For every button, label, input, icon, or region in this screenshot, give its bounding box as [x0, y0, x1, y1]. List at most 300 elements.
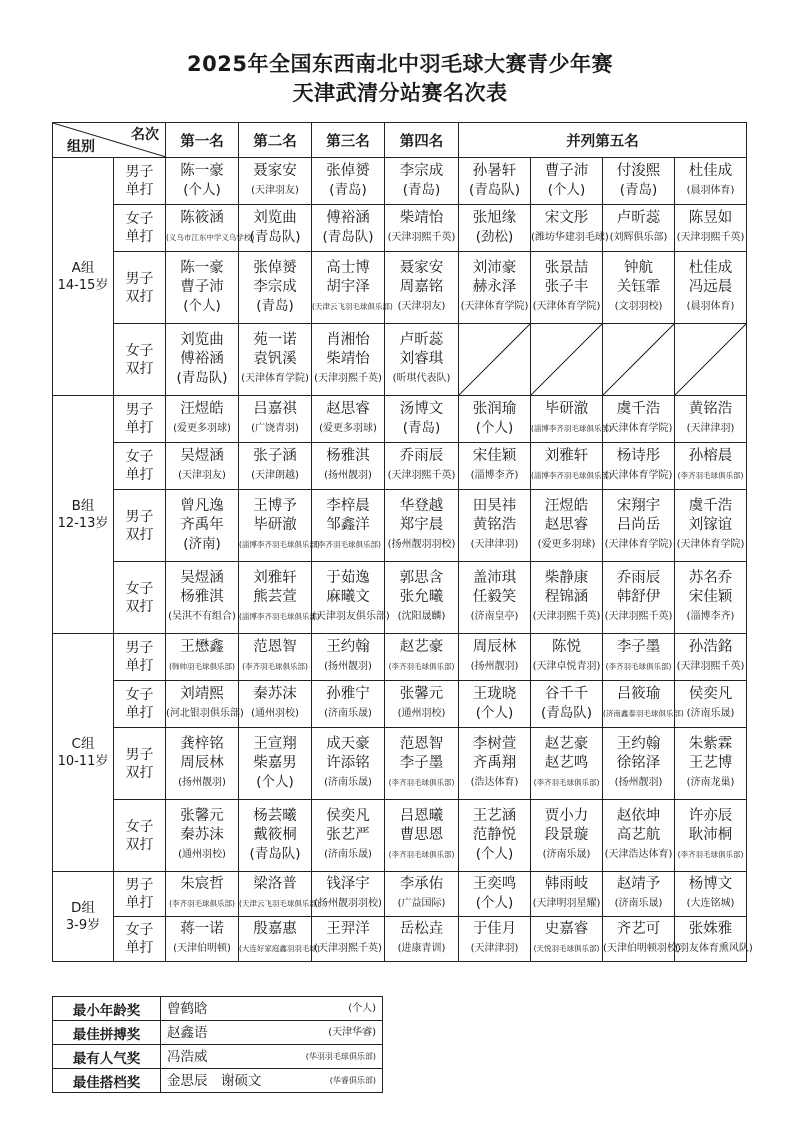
- club-name: (天津体育学院): [604, 539, 673, 550]
- event-row: [53, 490, 747, 562]
- club-name: (通州羽校): [251, 708, 299, 719]
- club-name: (天津津羽): [470, 539, 519, 550]
- player-name: 李承佑: [399, 876, 444, 892]
- player-name: 苑一诺: [253, 332, 297, 348]
- club-name: (济南乐晟): [324, 708, 372, 719]
- player-name: 杨诗彤: [616, 448, 661, 464]
- player-name: 范恩智: [253, 639, 297, 655]
- group-cell: [53, 872, 114, 962]
- event-label-cat1: 女子: [125, 818, 154, 835]
- player-name: 肖湘怡: [326, 332, 370, 348]
- event-label-cat2: 单打: [125, 467, 154, 483]
- result-cell: [385, 800, 459, 872]
- result-cell: [166, 681, 244, 728]
- player-name: 陈昱如: [688, 210, 733, 226]
- player-name: 曹思恩: [399, 827, 444, 843]
- player-name: 乔雨辰: [616, 570, 661, 586]
- player-name: 范静悦: [472, 827, 517, 843]
- group-cell: [53, 396, 114, 634]
- result-cell: [531, 252, 603, 324]
- club-name: (晨羽体育): [686, 301, 735, 312]
- result-cell: [603, 158, 675, 205]
- result-cell: [531, 634, 603, 681]
- result-cell: [166, 917, 239, 962]
- player-name: 史嘉睿: [544, 921, 589, 937]
- club-name: (天津体育学院): [532, 301, 601, 312]
- club-name: (天津津羽): [686, 423, 735, 434]
- player-name: 谷千千: [544, 686, 589, 702]
- award-name: 最佳拼搏奖: [53, 1021, 161, 1045]
- club-name: (青岛): [402, 182, 441, 198]
- player-name: 赵艺豪: [399, 639, 444, 655]
- event-row: [53, 728, 747, 800]
- player-name: 程锦涵: [544, 589, 589, 605]
- result-cell: [166, 490, 239, 562]
- result-cell: [675, 872, 747, 917]
- result-cell: [531, 728, 603, 800]
- player-name: 杜佳成: [688, 163, 733, 179]
- player-name: 周嘉铭: [399, 279, 444, 295]
- result-cell: [459, 205, 531, 252]
- rank-header-label: 名次: [131, 127, 159, 143]
- result-cell: [675, 728, 747, 800]
- empty-cell-diagonal: [603, 324, 674, 395]
- player-name: 杨雅淇: [326, 448, 370, 464]
- club-name: (淄博李齐): [686, 611, 735, 622]
- event-label-cat1: 男子: [125, 270, 154, 287]
- club-name: (天津朗越): [251, 470, 299, 481]
- result-cell: [166, 872, 239, 917]
- result-cell: [459, 917, 531, 962]
- player-name: 王羿洋: [326, 921, 370, 937]
- player-name: 耿沛桐: [688, 827, 733, 843]
- player-name: 张旭缘: [472, 210, 517, 226]
- player-name: 柴靖怡: [326, 351, 370, 367]
- player-name: 张姝雅: [688, 921, 733, 937]
- player-name: 邹鑫洋: [326, 517, 370, 533]
- club-name: (潍坊华建羽毛球): [531, 232, 609, 243]
- player-name: 毕研澈: [253, 517, 297, 533]
- player-name: 毕研澈: [544, 401, 589, 417]
- group-label: D组: [71, 899, 95, 916]
- club-name: (天津云飞羽毛球俱乐部): [239, 899, 320, 908]
- event-label-cat1: 男子: [125, 164, 154, 180]
- result-cell: [459, 396, 531, 443]
- club-name: (浩达体育): [470, 777, 519, 788]
- player-name: 王约翰: [616, 736, 661, 752]
- result-cell: [531, 490, 603, 562]
- award-name: 最佳搭档奖: [53, 1069, 161, 1093]
- event-label-cat2: 双打: [125, 836, 154, 853]
- club-name: (个人): [183, 298, 221, 314]
- award-club: (华睿俱乐部): [329, 1076, 376, 1085]
- player-name: 刘镓谊: [688, 517, 733, 533]
- player-name: 赵思睿: [544, 517, 589, 533]
- club-name: (天津体育学院): [676, 539, 745, 550]
- result-cell: [312, 158, 385, 205]
- player-name: 卢昕蕊: [399, 332, 444, 348]
- group-label: C组: [71, 735, 95, 752]
- player-name: 戴筱桐: [253, 827, 297, 843]
- group-cell: [53, 634, 114, 872]
- player-name: 赵思睿: [326, 401, 370, 417]
- result-cell: [166, 443, 239, 490]
- player-name: 傅裕涵: [326, 210, 370, 226]
- player-name: 曹子沛: [180, 279, 224, 295]
- result-cell: [312, 917, 385, 962]
- corner-header: [53, 123, 166, 158]
- result-cell: [312, 681, 385, 728]
- player-name: 侯奕凡: [688, 686, 733, 702]
- player-name: 卢昕蕊: [616, 210, 661, 226]
- event-label: [114, 917, 166, 962]
- event-row: [53, 396, 747, 443]
- empty-cell: [531, 324, 603, 396]
- player-name: 任毅笑: [472, 589, 517, 605]
- award-winner: 曾鹤晗: [167, 1001, 208, 1017]
- result-cell: [459, 872, 531, 917]
- player-name: 吕尚岳: [616, 517, 661, 533]
- club-name: (爱更多羽球): [173, 423, 231, 434]
- club-name: (天津体育学院): [604, 423, 673, 434]
- result-cell: [239, 158, 312, 205]
- player-name: 王珑晓: [472, 686, 517, 702]
- club-name: (个人): [183, 182, 221, 198]
- group-age: 14-15岁: [57, 277, 109, 293]
- player-name: 王宣翔: [253, 736, 297, 752]
- player-name: 刘雅轩: [253, 570, 297, 586]
- event-row: [53, 634, 747, 681]
- player-name: 蒋一诺: [180, 921, 224, 937]
- event-label-cat2: 单打: [125, 895, 154, 911]
- player-name: 张艺严: [326, 827, 370, 843]
- player-name: 吴煜涵: [180, 448, 224, 464]
- header-fifth: 并列第五名: [459, 123, 747, 158]
- club-name: (天津羽熙千英): [314, 943, 382, 954]
- result-cell: [531, 396, 612, 443]
- awards-table: [52, 996, 383, 1093]
- award-name: 最小年龄奖: [53, 997, 161, 1021]
- club-name: (天津羽熙千英): [532, 611, 601, 622]
- result-cell: [603, 800, 675, 872]
- player-name: 吕嘉祺: [253, 401, 297, 417]
- club-name: (扬州靓羽羽校): [387, 539, 456, 550]
- event-label: [114, 396, 166, 443]
- result-cell: [603, 681, 684, 728]
- player-name: 吕恩曦: [399, 808, 444, 824]
- club-name: (个人): [475, 420, 514, 436]
- club-name: (天津羽熙千英): [314, 373, 382, 384]
- result-cell: [312, 872, 385, 917]
- player-name: 赫永泽: [472, 279, 517, 295]
- club-name: (青岛): [329, 182, 367, 198]
- club-name: (青岛队): [249, 229, 301, 245]
- player-name: 孙浩銘: [688, 639, 733, 655]
- header-first: 第一名: [166, 123, 239, 158]
- club-name: (李齐羽毛球俱乐部): [533, 778, 600, 787]
- empty-cell-diagonal: [531, 324, 602, 395]
- club-name: (昕琪代表队): [392, 373, 451, 384]
- result-cell: [239, 490, 320, 562]
- result-cell: [459, 158, 531, 205]
- result-cell: [459, 252, 531, 324]
- player-name: 岳松垚: [399, 921, 444, 937]
- player-name: 刘沛豪: [472, 260, 517, 276]
- club-name: (沈阳晟麟): [397, 611, 446, 622]
- title-line-1: 2025年全国东西南北中羽毛球大赛青少年赛: [187, 52, 613, 76]
- player-name: 陈悦: [552, 639, 581, 655]
- player-name: 张倬赟: [326, 163, 370, 179]
- club-name: (通州羽校): [178, 849, 226, 860]
- result-cell: [531, 681, 603, 728]
- player-name: 杜佳成: [688, 260, 733, 276]
- player-name: 王约翰: [326, 639, 370, 655]
- player-name: 许亦辰: [688, 808, 733, 824]
- player-name: 秦苏沫: [253, 686, 297, 702]
- result-cell: [603, 252, 675, 324]
- club-name: (济南乐晟): [686, 708, 735, 719]
- club-name: (济南): [183, 536, 221, 552]
- result-cell: [675, 917, 753, 962]
- result-cell: [166, 252, 239, 324]
- event-label: [114, 872, 166, 917]
- event-label-cat1: 男子: [125, 402, 154, 418]
- result-cell: [675, 490, 747, 562]
- result-cell: [459, 634, 531, 681]
- result-cell: [239, 205, 312, 252]
- group-cell: [53, 158, 114, 396]
- award-winner: 金思辰 谢硕文: [167, 1073, 262, 1089]
- result-cell: [166, 728, 239, 800]
- club-name: (天津体育学院): [241, 373, 309, 384]
- club-name: (天津羽熙千英): [676, 661, 745, 672]
- empty-cell: [675, 324, 747, 396]
- player-name: 虞千浩: [688, 498, 733, 514]
- result-cell: [459, 681, 531, 728]
- result-cell: [385, 681, 459, 728]
- player-name: 聂家安: [399, 260, 444, 276]
- award-winner-cell: [161, 997, 383, 1021]
- club-name: (李齐羽毛球俱乐部): [388, 662, 455, 671]
- group-age: 12-13岁: [57, 515, 109, 531]
- result-cell: [675, 158, 747, 205]
- ranking-table-body: [53, 123, 753, 962]
- player-name: 傅裕涵: [180, 351, 224, 367]
- player-name: 李子墨: [399, 755, 444, 771]
- player-name: 于佳月: [472, 921, 517, 937]
- event-row: [53, 917, 747, 962]
- result-cell: [166, 158, 239, 205]
- player-name: 宋佳颖: [688, 589, 733, 605]
- result-cell: [603, 490, 675, 562]
- result-cell: [385, 728, 459, 800]
- club-name: (李齐羽毛球俱乐部): [242, 662, 308, 671]
- result-cell: [239, 396, 312, 443]
- event-row: [53, 562, 747, 634]
- club-name: (大连铭城): [686, 898, 735, 909]
- event-label-cat2: 单打: [125, 182, 154, 198]
- club-name: (刘辉俱乐部): [609, 232, 668, 243]
- result-cell: [675, 396, 747, 443]
- club-name: (扬州靓羽羽校): [314, 898, 382, 909]
- club-name: (淄博李齐): [470, 470, 519, 481]
- result-cell: [459, 443, 531, 490]
- result-cell: [675, 443, 747, 490]
- club-name: (淄博李齐羽毛球俱乐部): [531, 424, 612, 433]
- club-name: (李齐羽毛球俱乐部): [677, 471, 744, 480]
- empty-cell: [459, 324, 531, 396]
- player-name: 黄铭浩: [472, 517, 517, 533]
- club-name: (扬州靓羽): [324, 470, 372, 481]
- player-name: 李宗成: [253, 279, 297, 295]
- club-name: (济南乐晟): [614, 898, 663, 909]
- result-cell: [675, 205, 747, 252]
- group-age: 10-11岁: [57, 753, 109, 769]
- player-name: 秦苏沫: [180, 827, 224, 843]
- player-name: 王艺涵: [472, 808, 517, 824]
- player-name: 齐禹翔: [472, 755, 517, 771]
- result-cell: [385, 562, 459, 634]
- result-cell: [312, 490, 385, 562]
- result-cell: [239, 443, 312, 490]
- result-cell: [531, 443, 612, 490]
- result-cell: [603, 917, 681, 962]
- result-cell: [385, 634, 459, 681]
- player-name: 徐铭泽: [616, 755, 661, 771]
- event-row: [53, 681, 747, 728]
- header-third: 第三名: [312, 123, 385, 158]
- result-cell: [675, 681, 747, 728]
- player-name: 于茹逸: [326, 570, 370, 586]
- result-cell: [312, 443, 385, 490]
- club-name: (天津伯明顿羽校): [603, 943, 681, 954]
- club-name: (个人): [256, 774, 294, 790]
- club-name: (天悦羽毛球俱乐部): [533, 944, 600, 953]
- club-name: (进康青训): [397, 943, 446, 954]
- club-name: (济南龙巢): [686, 777, 735, 788]
- club-name: (爱更多羽球): [319, 423, 377, 434]
- player-name: 王博予: [253, 498, 297, 514]
- player-name: 王懋鑫: [180, 639, 224, 655]
- result-cell: [385, 205, 459, 252]
- player-name: 李子墨: [616, 639, 661, 655]
- club-name: (天津羽熙千英): [387, 232, 456, 243]
- result-cell: [385, 443, 459, 490]
- player-name: 高艺航: [616, 827, 661, 843]
- player-name: 宋佳颖: [472, 448, 517, 464]
- club-name: (个人): [475, 895, 514, 911]
- player-name: 梁洛普: [253, 876, 297, 892]
- player-name: 孙暑轩: [472, 163, 517, 179]
- club-name: (扬州靓羽): [614, 777, 663, 788]
- event-label: [114, 158, 166, 205]
- club-name: (广饶青羽): [251, 423, 299, 434]
- player-name: 虞千浩: [616, 401, 661, 417]
- event-label-cat2: 单打: [125, 658, 154, 674]
- player-name: 宋翔宇: [616, 498, 661, 514]
- club-name: (李齐羽毛球俱乐部): [315, 540, 381, 549]
- event-label-cat2: 双打: [125, 598, 154, 615]
- player-name: 张允曦: [399, 589, 444, 605]
- club-name: (青岛): [402, 420, 441, 436]
- player-name: 韩雨岐: [544, 876, 589, 892]
- award-winner-cell: [161, 1069, 383, 1093]
- result-cell: [603, 634, 675, 681]
- result-cell: [239, 324, 312, 396]
- player-name: 张润瑜: [472, 401, 517, 417]
- club-name: (济南乐晟): [324, 849, 372, 860]
- result-cell: [531, 158, 603, 205]
- player-name: 吴煜涵: [180, 570, 224, 586]
- club-name: (济南鑫泰羽毛球俱乐部): [603, 709, 684, 718]
- player-name: 朱紫霖: [688, 736, 733, 752]
- event-label-cat1: 男子: [125, 746, 154, 763]
- club-name: (天津明羽星耀): [532, 898, 601, 909]
- player-name: 周辰林: [180, 755, 224, 771]
- player-name: 刘览曲: [180, 332, 224, 348]
- result-cell: [312, 728, 385, 800]
- event-label-cat2: 双打: [125, 526, 154, 543]
- result-cell: [603, 396, 675, 443]
- result-cell: [531, 800, 603, 872]
- player-name: 李梓晨: [326, 498, 370, 514]
- club-name: (济南乐晟): [542, 849, 591, 860]
- club-name: (天津羽熙千英): [387, 470, 456, 481]
- award-club: (天津华睿): [328, 1027, 376, 1038]
- player-name: 汤博文: [399, 401, 444, 417]
- player-name: 陈一豪: [180, 163, 224, 179]
- club-name: (大连好家庭鑫羽羽毛球): [239, 944, 320, 953]
- player-name: 张子丰: [544, 279, 589, 295]
- result-cell: [312, 324, 385, 396]
- player-name: 郑宇晨: [399, 517, 444, 533]
- event-label-cat1: 女子: [125, 580, 154, 597]
- result-cell: [312, 205, 385, 252]
- club-name: (天津云飞羽毛球俱乐部): [312, 302, 393, 311]
- result-cell: [531, 205, 609, 252]
- player-name: 张子涵: [253, 448, 297, 464]
- club-name: (个人): [475, 846, 514, 862]
- club-name: (青岛队): [468, 182, 521, 198]
- event-label-cat2: 单打: [125, 940, 154, 956]
- result-cell: [385, 872, 459, 917]
- event-label-cat2: 双打: [125, 288, 154, 305]
- event-label: [114, 634, 166, 681]
- club-name: (李齐羽毛球俱乐部): [605, 662, 672, 671]
- event-row: [53, 158, 747, 205]
- result-cell: [603, 728, 675, 800]
- event-label-cat2: 单打: [125, 420, 154, 436]
- group-age: 3-9岁: [65, 917, 101, 933]
- club-name: (济南乐晟): [324, 777, 372, 788]
- result-cell: [531, 872, 603, 917]
- event-label-cat1: 女子: [125, 687, 154, 703]
- event-label: [114, 205, 166, 252]
- player-name: 刘览曲: [253, 210, 297, 226]
- result-cell: [385, 396, 459, 443]
- club-name: (天津津羽): [470, 943, 519, 954]
- result-cell: [239, 562, 320, 634]
- result-cell: [603, 443, 675, 490]
- club-name: (李齐羽毛球俱乐部): [677, 850, 744, 859]
- player-name: 陈一豪: [180, 260, 224, 276]
- player-name: 孙雅宁: [326, 686, 370, 702]
- club-name: (天津体育学院): [604, 470, 673, 481]
- club-name: (扬州靓羽): [178, 777, 226, 788]
- player-name: 赵艺鸣: [544, 755, 589, 771]
- player-name: 王艺博: [688, 755, 733, 771]
- player-name: 柴靖怡: [399, 210, 444, 226]
